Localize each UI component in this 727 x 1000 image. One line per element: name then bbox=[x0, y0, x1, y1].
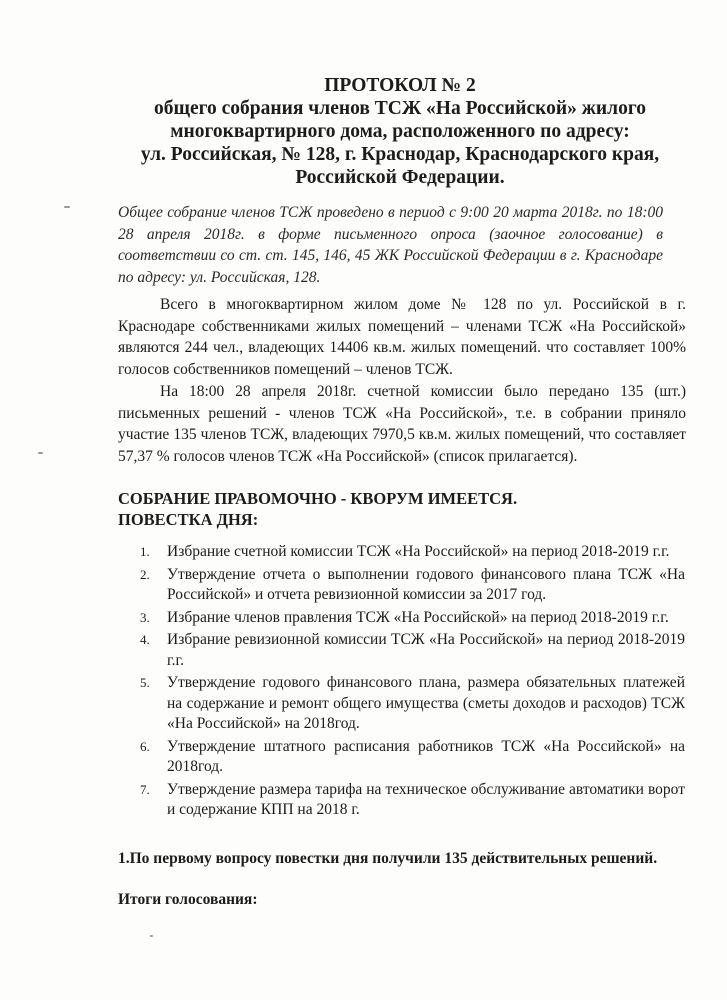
voting-results-label: Итоги голосования: bbox=[118, 891, 258, 908]
agenda-item-text: Избрание членов правления ТСЖ «На Российской» на период 2018-2019 г.г. bbox=[167, 608, 669, 626]
document-title bbox=[100, 74, 700, 189]
agenda-item-text: Избрание счетной комиссии ТСЖ «На Российской» на период 2018-2019 г.г. bbox=[167, 543, 670, 560]
title-line-1: ПРОТОКОЛ № 2 bbox=[324, 75, 476, 96]
scan-speck bbox=[64, 206, 70, 208]
title-line-5: Российской Федерации. bbox=[295, 167, 505, 188]
agenda-item bbox=[140, 630, 685, 671]
agenda-item-number: 5. bbox=[140, 675, 150, 690]
agenda-item bbox=[140, 673, 685, 735]
scan-speck bbox=[150, 935, 153, 937]
agenda-item-number: 6. bbox=[140, 738, 150, 754]
agenda-heading: ПОВЕСТКА ДНЯ: bbox=[118, 510, 259, 529]
agenda-item-number: 4. bbox=[140, 632, 150, 647]
agenda-item-number: 2. bbox=[140, 566, 150, 582]
agenda-item-text: Утверждение штатного расписания работников ТСЖ «На Российской» на 2018год. bbox=[167, 737, 685, 775]
agenda-item bbox=[140, 565, 685, 606]
quorum-heading: СОБРАНИЕ ПРАВОМОЧНО - КВОРУМ ИМЕЕТСЯ. bbox=[118, 489, 518, 508]
agenda-item-number: 3. bbox=[140, 609, 150, 625]
scan-speck bbox=[38, 452, 43, 454]
agenda-item bbox=[140, 608, 685, 629]
question-1-result: 1.По первому вопросу повестки дня получили 135 действительных решений. bbox=[118, 850, 658, 867]
agenda-item bbox=[140, 780, 685, 821]
agenda-list bbox=[140, 542, 685, 823]
title-line-2: общего собрания членов ТСЖ «На Российской» жилого bbox=[154, 98, 646, 119]
agenda-item-number: 7. bbox=[140, 781, 150, 797]
agenda-item bbox=[140, 542, 685, 563]
title-line-4: ул. Российская, № 128, г. Краснодар, Краснодарского края, bbox=[140, 144, 660, 165]
title-line-3: многоквартирного дома, расположенного по адресу: bbox=[170, 121, 630, 142]
agenda-section bbox=[118, 488, 678, 530]
agenda-item bbox=[140, 737, 685, 778]
meeting-intro: Общее собрание членов ТСЖ проведено в период с 9:00 20 марта 2018г. по 18:00 28 апреля 2018г. в форме письменного опроса (заочное голосование) в соответствии со ст. ст. 145, 146, 45 ЖК Российской Федерации в г. Краснодаре по адресу: ул. Российская, 128. bbox=[118, 204, 663, 286]
paragraph-participation: На 18:00 28 апреля 2018г. счетной комиссии было передано 135 (шт.) письменных решений - членов ТСЖ «На Российской», т.е. в собрании приняло участие 135 членов ТСЖ, владеющих 7970,5 кв.м. жилых помещений, что составляет 57,37 % голосов членов ТСЖ «На Российской» (список прилагается). bbox=[118, 383, 686, 465]
agenda-item-text: Утверждение отчета о выполнении годового финансового плана ТСЖ «На Российской» и отчета ревизионной комиссии за 2017 год. bbox=[167, 565, 685, 603]
agenda-item-text: Утверждение размера тарифа на техническое обслуживание автоматики ворот и содержание КПП на 2018 г. bbox=[167, 780, 685, 818]
paragraph-owners-total: Всего в многоквартирном жилом доме № 128 по ул. Российской в г. Краснодаре собственниками жилых помещений – членами ТСЖ «На Российской» являются 244 чел., владеющих 14406 кв.м. жилых помещений. что составляет 100% голосов собственников помещений – членов ТСЖ. bbox=[118, 296, 686, 378]
agenda-item-text: Избрание ревизионной комиссии ТСЖ «На Российской» на период 2018-2019 г.г. bbox=[167, 631, 685, 669]
agenda-item-text: Утверждение годового финансового плана, размера обязательных платежей на содержание и ремонт общего имущества (сметы доходов и расходов) ТСЖ «На Российской» на 2018год. bbox=[167, 674, 685, 732]
agenda-item-number: 1. bbox=[140, 544, 150, 559]
